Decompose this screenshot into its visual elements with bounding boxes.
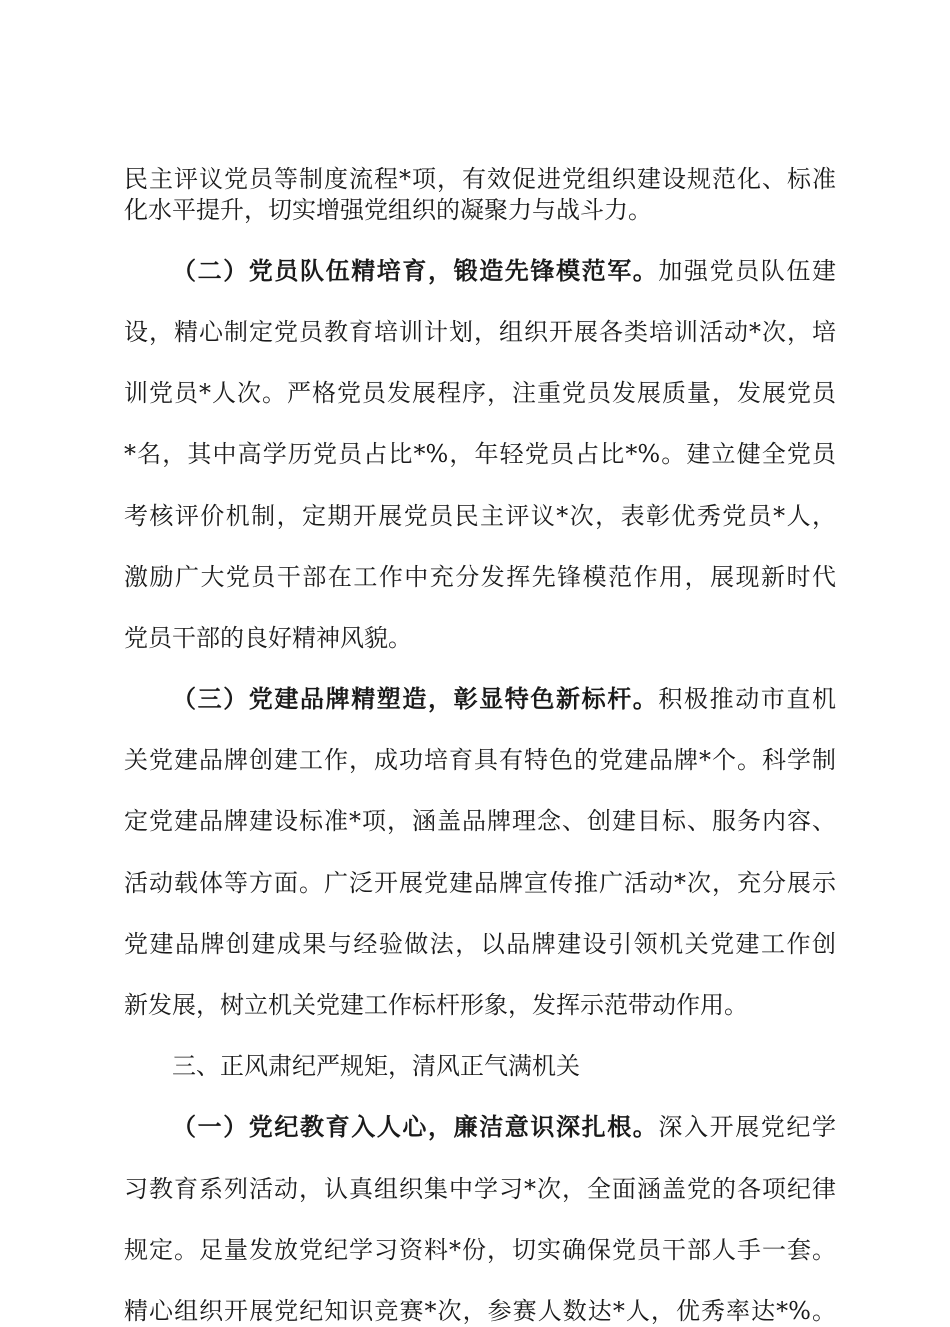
text-line: 关党建品牌创建工作，成功培育具有特色的党建品牌*个。科学制	[124, 746, 836, 775]
text-line: 激励广大党员干部在工作中充分发挥先锋模范作用，展现新时代	[124, 562, 836, 591]
text-line	[124, 256, 836, 287]
text-line: 民主评议党员等制度流程*项，有效促进党组织建设规范化、标准	[124, 165, 836, 193]
text-line	[124, 684, 836, 715]
paragraph-2	[124, 256, 836, 654]
text-line: 党建品牌创建成果与经验做法，以品牌建设引领机关党建工作创	[124, 929, 836, 958]
document-page	[124, 164, 836, 1327]
paragraph-1	[124, 164, 836, 225]
text-line: 新发展，树立机关党建工作标杆形象，发挥示范带动作用。	[124, 991, 748, 1020]
text-line: *名，其中高学历党员占比*%，年轻党员占比*%。建立健全党员	[124, 440, 836, 469]
text-line: 考核评价机制，定期开展党员民主评议*次，表彰优秀党员*人，	[124, 501, 836, 530]
text-line: 定党建品牌建设标准*项，涵盖品牌理念、创建目标、服务内容、	[124, 807, 836, 836]
text-run: 加强党员队伍建	[658, 256, 837, 285]
text-run: 积极推动市直机	[658, 685, 837, 714]
text-line: 训党员*人次。严格党员发展程序，注重党员发展质量，发展党员	[124, 379, 836, 408]
text-line: 习教育系列活动，认真组织集中学习*次，全面涵盖党的各项纪律	[124, 1174, 836, 1203]
text-line: 活动载体等方面。广泛开展党建品牌宣传推广活动*次，充分展示	[124, 868, 836, 897]
section-heading: 三、正风肃纪严规矩，清风正气满机关	[172, 1052, 580, 1081]
text-line	[124, 1112, 836, 1143]
paragraph-3	[124, 684, 836, 1021]
subheading-2: （二）党员队伍精培育，锻造先锋模范军。	[172, 255, 659, 285]
subheading-1: （一）党纪教育入人心，廉洁意识深扎根。	[172, 1112, 659, 1142]
subheading-3: （三）党建品牌精塑造，彰显特色新标杆。	[172, 684, 659, 714]
text-line: 规定。足量发放党纪学习资料*份，切实确保党员干部人手一套。	[124, 1235, 836, 1264]
text-line: 化水平提升，切实增强党组织的凝聚力与战斗力。	[124, 195, 652, 224]
text-run: 深入开展党纪学	[658, 1113, 837, 1142]
text-line: 精心组织开展党纪知识竞赛*次，参赛人数达*人，优秀率达*%。	[124, 1296, 836, 1325]
text-line: 党员干部的良好精神风貌。	[124, 623, 412, 652]
paragraph-4	[124, 1112, 836, 1326]
text-line: 设，精心制定党员教育培训计划，组织开展各类培训活动*次，培	[124, 317, 836, 346]
